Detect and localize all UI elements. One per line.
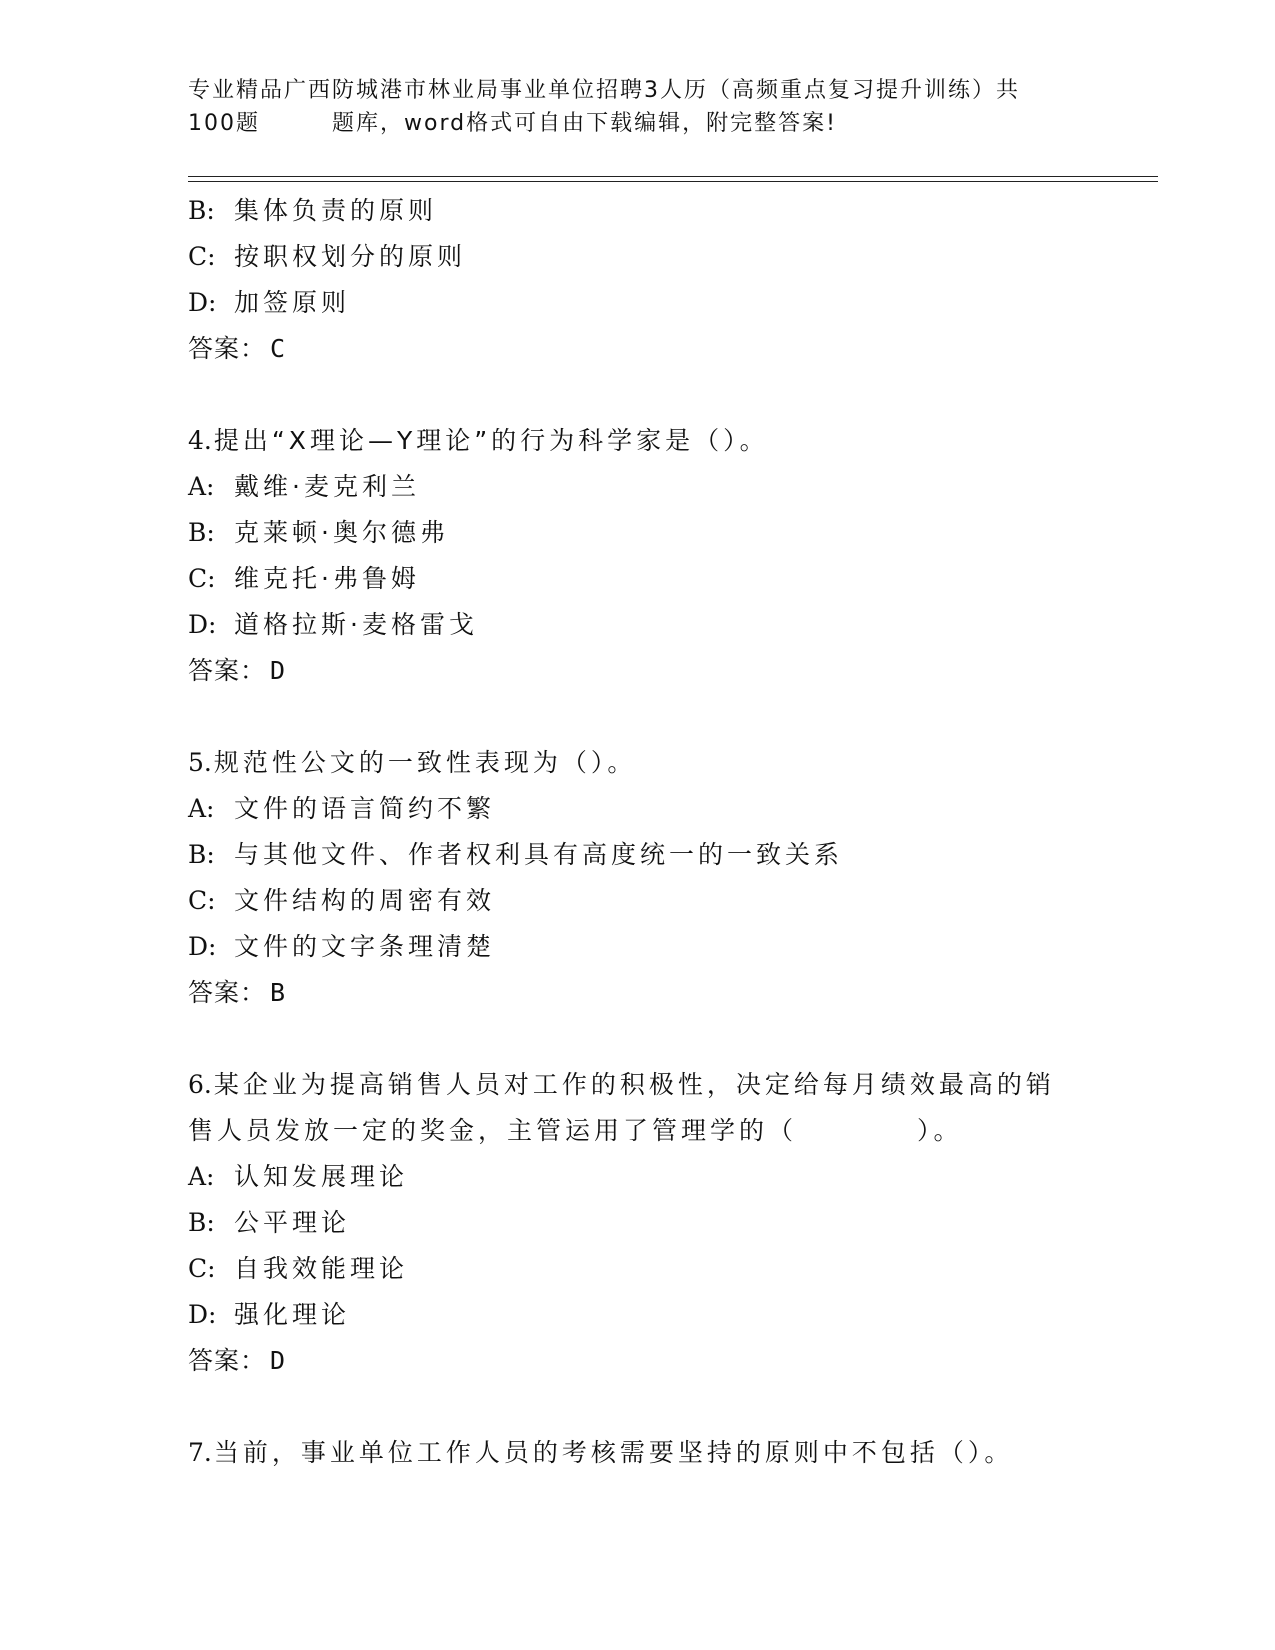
question-text: 5.规范性公文的一致性表现为（）。 — [188, 748, 637, 777]
header-title-line1: 专业精品广西防城港市林业局事业单位招聘3人历（高频重点复习提升训练）共 — [188, 78, 1020, 103]
option-d: D: 文件的文字条理清楚 — [188, 932, 496, 961]
option-b: B: 克莱顿·奥尔德弗 — [188, 518, 449, 547]
header-divider-top — [188, 176, 1158, 177]
answer-line: 答案： D — [188, 1346, 287, 1375]
header-count: 100题 — [188, 111, 260, 136]
header-title-line2 — [188, 107, 1068, 140]
option-c: C: 维克托·弗鲁姆 — [188, 564, 420, 593]
option-d: D: 加签原则 — [188, 288, 351, 317]
option-c: C: 自我效能理论 — [188, 1254, 409, 1283]
option-b: B: 集体负责的原则 — [188, 196, 438, 225]
question-text: 7.当前，事业单位工作人员的考核需要坚持的原则中不包括（）。 — [188, 1438, 1014, 1467]
option-c: C: 文件结构的周密有效 — [188, 886, 496, 915]
option-d: D: 强化理论 — [188, 1300, 351, 1329]
option-b: B: 公平理论 — [188, 1208, 351, 1237]
option-b: B: 与其他文件、作者权利具有高度统一的一致关系 — [188, 840, 844, 869]
document-header — [188, 74, 1068, 140]
answer-value: D — [270, 656, 287, 685]
question-7 — [188, 1430, 1088, 1476]
question-text: 4.提出“X理论—Y理论”的行为科学家是（）。 — [188, 426, 769, 455]
question-5 — [188, 740, 1088, 1016]
option-c: C: 按职权划分的原则 — [188, 242, 467, 271]
answer-value: C — [270, 334, 287, 363]
answer-line: 答案： C — [188, 334, 287, 363]
option-a: A: 文件的语言简约不繁 — [188, 794, 496, 823]
answer-value: B — [270, 978, 287, 1007]
question-3-options — [188, 188, 1088, 372]
question-6 — [188, 1062, 1088, 1384]
answer-line: 答案： D — [188, 656, 287, 685]
question-list — [188, 188, 1088, 1476]
question-4 — [188, 418, 1088, 694]
answer-line: 答案： B — [188, 978, 287, 1007]
question-text-line1: 6.某企业为提高销售人员对工作的积极性，决定给每月绩效最高的销 — [188, 1070, 1055, 1099]
option-d: D: 道格拉斯·麦格雷戈 — [188, 610, 478, 639]
header-description: 题库，word格式可自由下载编辑，附完整答案! — [332, 111, 837, 136]
question-text-line2: 售人员发放一定的奖金，主管运用了管理学的（ ）。 — [188, 1116, 963, 1145]
option-a: A: 戴维·麦克利兰 — [188, 472, 420, 501]
option-a: A: 认知发展理论 — [188, 1162, 409, 1191]
answer-value: D — [270, 1346, 287, 1375]
header-divider-bottom — [188, 181, 1158, 182]
